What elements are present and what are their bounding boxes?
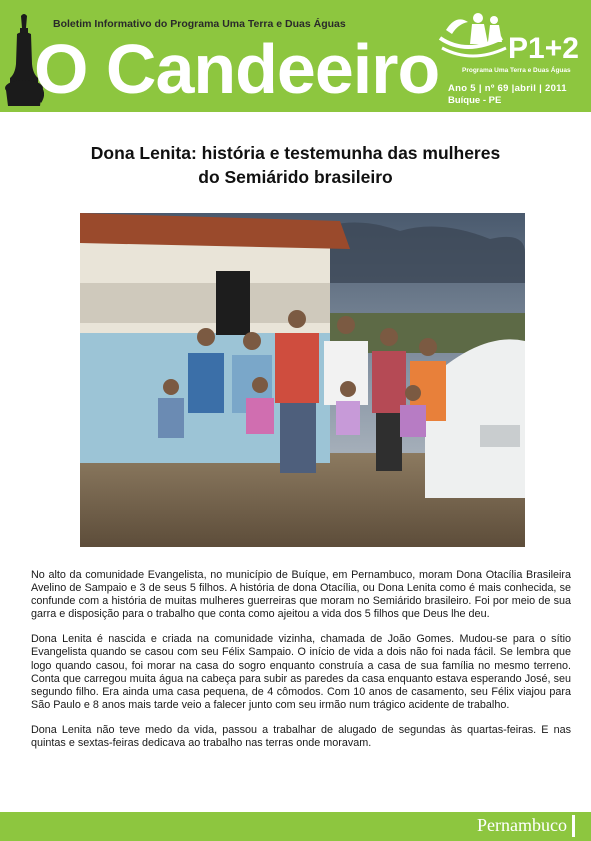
article-headline bbox=[40, 141, 551, 189]
issue-place: Buíque - PE bbox=[448, 95, 502, 106]
family-photo bbox=[80, 213, 525, 547]
article-paragraph-3: Dona Lenita não teve medo da vida, passou a trabalhar de alugado de segundas às quartas-feiras. E nas quintas e sextas-feiras dedicava ao trabalho nas terras onde moravam. bbox=[31, 723, 571, 750]
issue-info: Ano 5 | nº 69 |abril | 2011 bbox=[448, 83, 567, 94]
newsletter-subtitle: Boletim Informativo do Programa Uma Terra e Duas Águas bbox=[53, 18, 346, 30]
masthead-banner bbox=[0, 0, 591, 112]
p1p2-logo-text: P1+2 bbox=[508, 32, 579, 65]
headline-line-1: Dona Lenita: história e testemunha das mulheres bbox=[90, 143, 501, 163]
footer-state-label: Pernambuco bbox=[477, 815, 567, 835]
article-body bbox=[31, 569, 571, 762]
article-paragraph-1: No alto da comunidade Evangelista, no município de Buíque, em Pernambuco, moram Dona Otacília Brasileira Avelino de Sampaio e 3 de seus 5 filhos. A história de dona Otacília, ou Dona Lenita como é mais conhecida, se confunde com a história de muitas mulheres guerreiras que moram no Semiárido brasileiro. Foi por meio de sua garra e disposição para o trabalho que conta como ajeitou a vida dos 5 filhos que Deus lhe deu. bbox=[31, 569, 571, 621]
p1p2-logo bbox=[436, 8, 581, 66]
headline-line-2: do Semiárido brasileiro bbox=[198, 167, 393, 187]
p1p2-caption: Programa Uma Terra e Duas Águas bbox=[462, 67, 571, 74]
article-paragraph-2: Dona Lenita é nascida e criada na comunidade vizinha, chamada de João Gomes. Mudou-se para o sítio Evangelista quando se casou com seu Félix Sampaio. O início de vida a dois não foi nada fácil. Se lembra que logo quando casou, foi morar na casa do sogro enquanto construía a casa de sua família no mesmo terreno. Conta que carregou muita água na cabeça para subir as paredes da casa enquanto estava esperando José, seu segundo filho. Era ainda uma casa pequena, de 4 cômodos. Com 10 anos de casamento, seu Félix viajou para São Paulo e 8 anos mais tarde veio a falecer junto com seu irmão num trágico acidente de trabalho. bbox=[31, 633, 571, 711]
footer-divider bbox=[572, 815, 575, 837]
footer-banner bbox=[0, 812, 591, 841]
newsletter-title: O Candeeiro bbox=[34, 30, 440, 108]
